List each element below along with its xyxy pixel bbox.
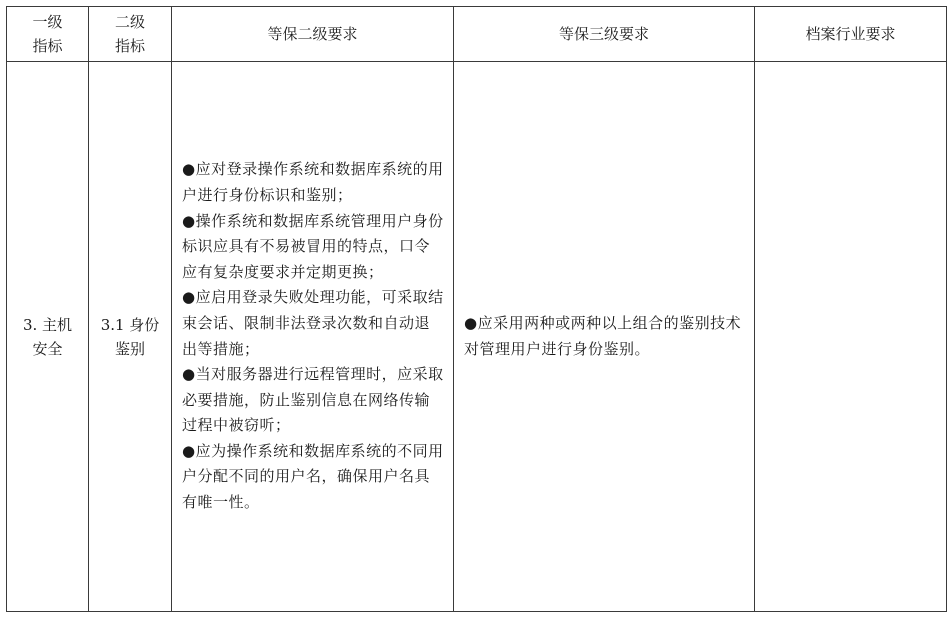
- cell-level3-protection-requirements: [454, 62, 755, 612]
- cell-level2-indicator: [89, 62, 172, 612]
- requirement-item: ●应采用两种或两种以上组合的鉴别技术对管理用户进行身份鉴别。: [464, 313, 742, 358]
- level1-line2: 安全: [32, 339, 63, 358]
- requirement-item: ●应启用登录失败处理功能，可采取结束会话、限制非法登录次数和自动退出等措施；: [182, 288, 444, 358]
- level2-line1: 3.1 身份: [100, 315, 160, 334]
- requirement-item: ●操作系统和数据库系统管理用户身份标识应具有不易被冒用的特点，口令应有复杂度要求并定期更换；: [182, 211, 444, 281]
- header-level3-protection: 等保三级要求: [454, 7, 755, 62]
- requirement-item: ●当对服务器进行远程管理时，应采取必要措施，防止鉴别信息在网络传输过程中被窃听；: [182, 365, 444, 435]
- requirements-table-page: [6, 6, 946, 612]
- header-level2-protection: 等保二级要求: [172, 7, 454, 62]
- header-level1-line2: 指标: [32, 37, 63, 55]
- level1-line1: 3. 主机: [22, 315, 73, 334]
- header-level2-line2: 指标: [114, 37, 145, 55]
- cell-level2-protection-requirements: [172, 62, 454, 612]
- header-level2-indicator: [89, 7, 172, 62]
- table-header-row: [7, 7, 947, 62]
- level2-line2: 鉴别: [114, 339, 145, 358]
- security-requirements-table: [6, 6, 947, 612]
- header-level2-line1: 二级: [114, 13, 145, 31]
- requirement-item: ●应对登录操作系统和数据库系统的用户进行身份标识和鉴别；: [182, 160, 444, 204]
- table-row: [7, 62, 947, 612]
- header-level1-indicator: [7, 7, 89, 62]
- header-level1-line1: 一级: [32, 13, 63, 31]
- cell-level1-indicator: [7, 62, 89, 612]
- requirement-item: ●应为操作系统和数据库系统的不同用户分配不同的用户名，确保用户名具有唯一性。: [182, 441, 444, 512]
- header-archive-industry: 档案行业要求: [755, 7, 947, 62]
- cell-archive-industry-requirements: [755, 62, 947, 612]
